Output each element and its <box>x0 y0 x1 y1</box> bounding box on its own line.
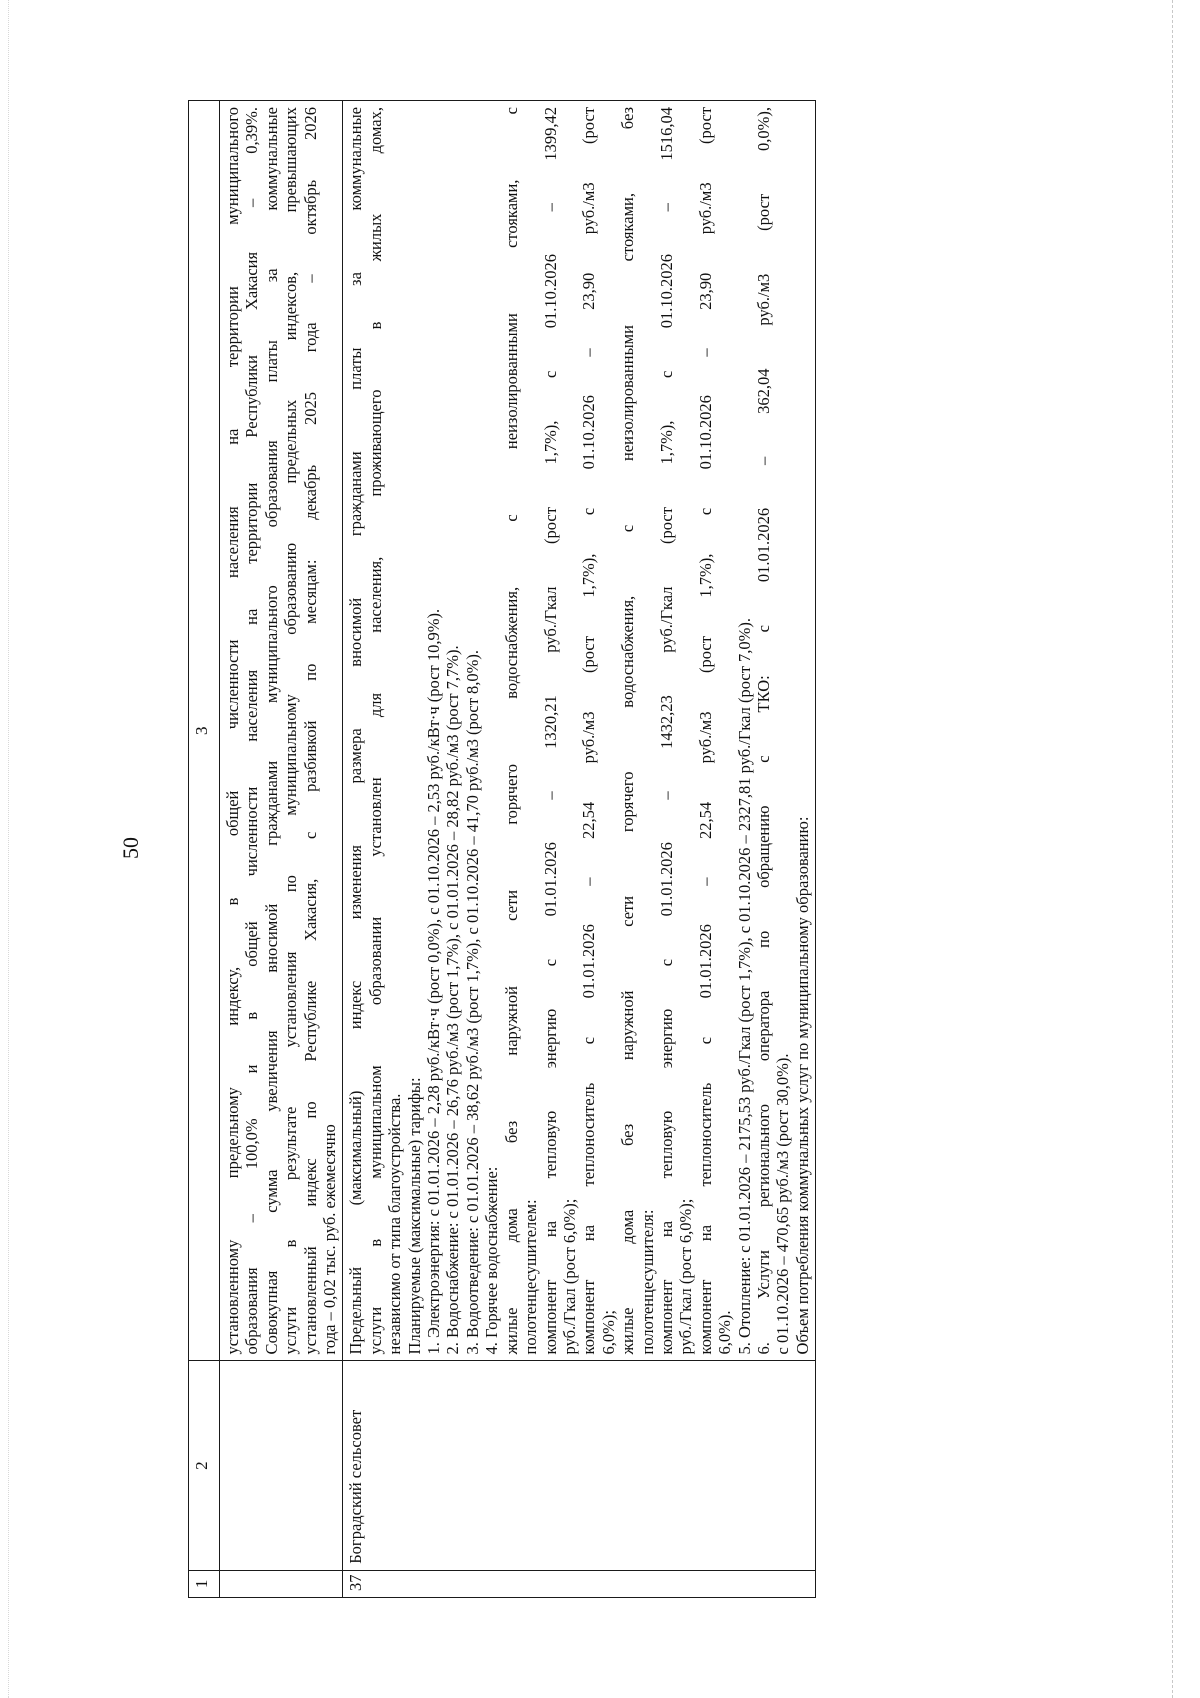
text-line: 5. Отопление: с 01.01.2026 – 2175,53 руб./Гкал (рост 1,7%), с 01.10.2026 – 2327,81 руб./Гкал (рост 7,0%). <box>734 617 754 1355</box>
tariff-table <box>188 100 816 1598</box>
text-line: руб./Гкал (рост 6,0%); <box>559 1198 579 1355</box>
text-line: установленный индекс по Республике Хакасия, с разбивкой по месяцам: декабрь 2025 года – октябрь 2026 <box>300 107 320 1355</box>
scan-edge-line-bottom <box>1172 0 1174 1698</box>
row-description <box>343 101 816 1361</box>
text-line: Объем потребления коммунальных услуг по муниципальному образованию: <box>792 816 812 1355</box>
table-row <box>220 101 343 1598</box>
scan-edge-line-top <box>8 0 10 1698</box>
text-line: 1. Электроэнергия: с 01.01.2026 – 2,28 руб./кВт·ч (рост 0,0%), с 01.10.2026 – 2,53 руб./кВт·ч (рост 10,9%). <box>424 608 444 1355</box>
text-line: образования – 100,0% и в общей численности населения на территории Республики Хакасия – 0,39%. <box>242 107 262 1355</box>
text-line: полотенцесушителя: <box>637 1209 657 1355</box>
text-line: компонент на теплоноситель с 01.01.2026 – 22,54 руб./м3 (рост 1,7%), с 01.10.2026 – 23,90 руб./м3 (рост <box>579 107 599 1355</box>
text-line: с 01.10.2026 – 470,65 руб./м3 (рост 30,0%). <box>773 1053 793 1355</box>
text-line: года – 0,02 тыс. руб. ежемесячно <box>320 1124 340 1355</box>
header-col-1: 1 <box>189 1570 220 1597</box>
header-col-2: 2 <box>189 1361 220 1570</box>
text-line: установленному предельному индексу, в общей численности населения на территории муниципального <box>223 107 242 1355</box>
text-line: жилые дома без наружной сети горячего водоснабжения, с неизолированными стояками, без <box>618 107 638 1355</box>
municipality-name: Боградский сельсовет <box>343 1361 816 1570</box>
text-line: 6. Услуги регионального оператора по обращению с ТКО: с 01.01.2026 – 362,04 руб./м3 (рост 0,0%), <box>753 107 773 1355</box>
text-line: 6,0%). <box>715 1310 735 1355</box>
page-number: 50 <box>118 837 143 859</box>
text-line: руб./Гкал (рост 6,0%); <box>676 1198 696 1355</box>
text-line: 4. Горячее водоснабжение: <box>482 1166 502 1355</box>
text-line: Предельный (максимальный) индекс изменения размера вносимой гражданами платы за коммунальные <box>346 107 366 1355</box>
table-header-row <box>189 101 220 1598</box>
text-line: полотенцесушителем: <box>521 1199 541 1355</box>
text-line: 3. Водоотведение: с 01.01.2026 – 38,62 руб./м3 (рост 1,7%), с 01.10.2026 – 41,70 руб./м3 (рост 8,0%). <box>462 649 482 1355</box>
text-line: Планируемые (максимальные) тарифы: <box>404 1077 424 1355</box>
text-line: Совокупная сумма увеличения вносимой гражданами муниципального образования платы за коммунальные <box>261 107 281 1355</box>
text-line: услуги в муниципальном образовании установлен для населения, проживающего в жилых домах, <box>365 107 385 1355</box>
row-number <box>220 1570 343 1597</box>
header-col-3: 3 <box>189 101 220 1361</box>
text-line: 6,0%); <box>598 1309 618 1355</box>
table-row <box>343 101 816 1598</box>
row-number: 37 <box>343 1570 816 1597</box>
row-description <box>220 101 343 1361</box>
text-line: независимо от типа благоустройства. <box>385 1093 405 1355</box>
text-line: услуги в результате установления по муниципальному образованию предельных индексов, превышающих <box>281 107 301 1355</box>
text-line: компонент на теплоноситель с 01.01.2026 – 22,54 руб./м3 (рост 1,7%), с 01.10.2026 – 23,90 руб./м3 (рост <box>695 107 715 1355</box>
municipality-name <box>220 1361 343 1570</box>
text-line: жилые дома без наружной сети горячего водоснабжения, с неизолированными стояками, с <box>501 107 521 1355</box>
text-line: компонент на тепловую энергию с 01.01.2026 – 1320,21 руб./Гкал (рост 1,7%), с 01.10.2026 – 1399,42 <box>540 107 560 1355</box>
text-line: 2. Водоснабжение: с 01.01.2026 – 26,76 руб./м3 (рост 1,7%), с 01.01.2026 – 28,82 руб./м3 (рост 7,7%). <box>443 645 463 1355</box>
text-line: компонент на тепловую энергию с 01.01.2026 – 1432,23 руб./Гкал (рост 1,7%), с 01.10.2026 – 1516,04 <box>656 107 676 1355</box>
